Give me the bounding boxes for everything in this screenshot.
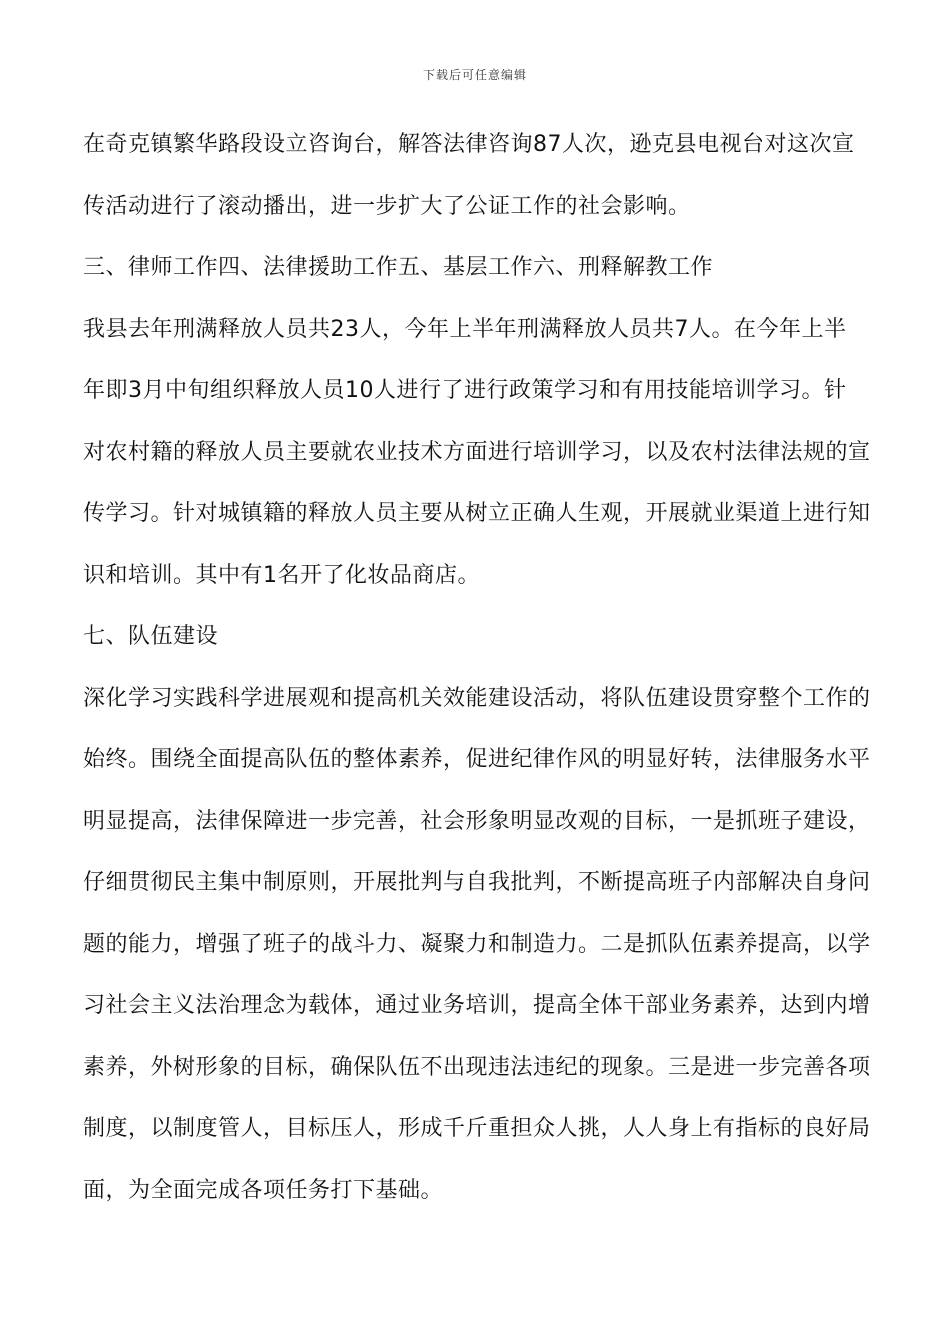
text-line: 在奇克镇繁华路段设立咨询台，解答法律咨询87人次，逊克县电视台对这次宣 xyxy=(83,132,855,157)
text-line: 深化学习实践科学进展观和提高机关效能建设活动，将队伍建设贯穿整个工作的 xyxy=(83,685,871,711)
text-line: 我县去年刑满释放人员共23人，今年上半年刑满释放人员共7人。在今年上半 xyxy=(83,316,847,342)
document-body xyxy=(83,114,873,1221)
text-line: 明显提高，法律保障进一步完善，社会形象明显改观的目标，一是抓班子建设， xyxy=(83,808,871,834)
text-line: 素养，外树形象的目标，确保队伍不出现违法违纪的现象。三是进一步完善各项 xyxy=(83,1054,871,1080)
text-line: 传活动进行了滚动播出，进一步扩大了公证工作的社会影响。 xyxy=(83,193,691,219)
text-line: 面，为全面完成各项任务打下基础。 xyxy=(83,1177,444,1203)
text-line: 传学习。针对城镇籍的释放人员主要从树立正确人生观，开展就业渠道上进行知 xyxy=(83,501,871,526)
text-line: 题的能力，增强了班子的战斗力、凝聚力和制造力。二是抓队伍素养提高，以学 xyxy=(83,931,871,957)
text-line: 始终。围绕全面提高队伍的整体素养，促进纪律作风的明显好转，法律服务水平 xyxy=(83,747,871,772)
text-line: 年即3月中旬组织释放人员10人进行了进行政策学习和有用技能培训学习。针 xyxy=(83,378,847,403)
text-line: 仔细贯彻民主集中制原则，开展批判与自我批判，不断提高班子内部解决自身问 xyxy=(83,870,871,895)
header-note: 下载后可任意编辑 xyxy=(422,68,527,82)
section-heading: 三、律师工作四、法律援助工作五、基层工作六、刑释解教工作 xyxy=(83,255,714,280)
text-line: 制度，以制度管人，目标压人，形成千斤重担众人挑，人人身上有指标的良好局 xyxy=(83,1116,871,1141)
text-line: 识和培训。其中有1名开了化妆品商店。 xyxy=(83,562,480,588)
section-heading: 七、队伍建设 xyxy=(83,624,219,649)
text-line: 习社会主义法治理念为载体，通过业务培训，提高全体干部业务素养，达到内增 xyxy=(83,993,871,1018)
text-line: 对农村籍的释放人员主要就农业技术方面进行培训学习，以及农村法律法规的宣 xyxy=(83,439,871,465)
